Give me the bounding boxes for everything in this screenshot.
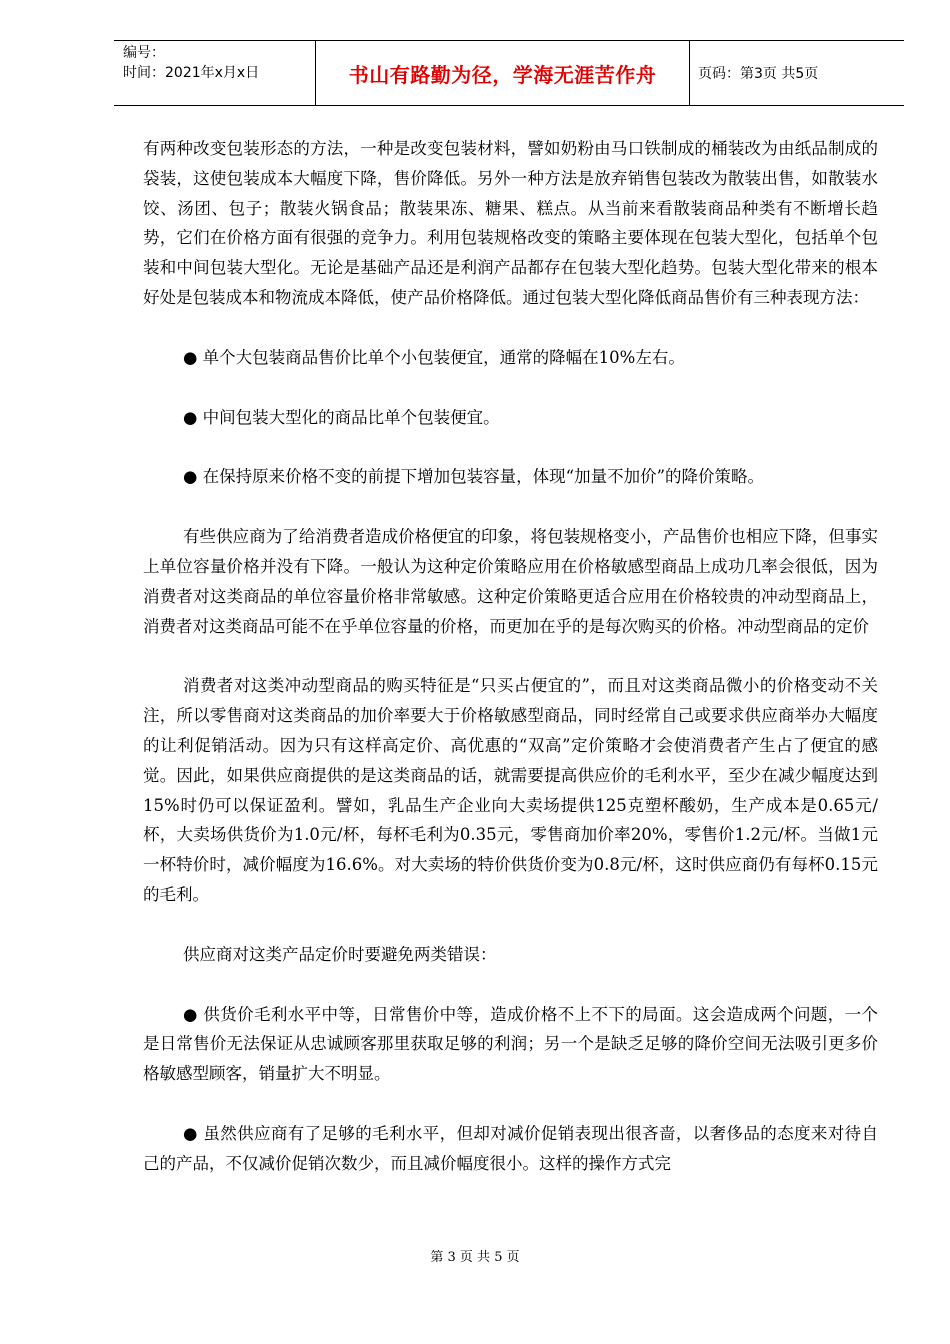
paragraph-1: 有两种改变包装形态的方法，一种是改变包装材料，譬如奶粉由马口铁制成的桶装改为由纸品制成的袋装，这使包装成本大幅度下降，售价降低。另外一种方法是放弃销售包装改为散装出售，如散装水饺、汤团、包子；散装火锅食品；散装果冻、糖果、糕点。从当前来看散装商品种类有不断增长趋势，它们在价格方面有很强的竞争力。利用包装规格改变的策略主要体现在包装大型化，包括单个包装和中间包装大型化。无论是基础产品还是利润产品都存在包装大型化趋势。包装大型化带来的根本好处是包装成本和物流成本降低，使产品价格降低。通过包装大型化降低商品售价有三种表现方法： (143, 139, 878, 307)
header-time-label: 时间：2021年x月x日 (123, 65, 260, 81)
paragraph-6: ● 虽然供应商有了足够的毛利水平，但却对减价促销表现出很吝啬，以奢侈品的态度来对待自己的产品，不仅减价促销次数少，而且减价幅度很小。这样的操作方式完 (143, 1123, 878, 1173)
page-footer: 第 3 页 共 5 页 (430, 1250, 520, 1265)
paragraph-2: 有些供应商为了给消费者造成价格便宜的印象，将包装规格变小，产品售价也相应下降，但事实上单位容量价格并没有下降。一般认为这种定价策略应用在价格敏感型商品上成功几率会很低，因为消费者对这类商品的单位容量价格非常敏感。这种定价策略更适合应用在价格较贵的冲动型商品上，消费者对这类商品可能不在乎单位容量的价格，而更加在乎的是每次购买的价格。冲动型商品的定价 (143, 527, 878, 636)
paragraph-5: ● 供货价毛利水平中等，日常售价中等，造成价格不上不下的局面。这会造成两个问题，一个是日常售价无法保证从忠诚顾客那里获取足够的利润；另一个是缺乏足够的降价空间无法吸引更多价格敏感型顾客，销量扩大不明显。 (143, 1004, 878, 1084)
document-body (143, 134, 878, 1179)
bullet-item-1: ● 单个大包装商品售价比单个小包装便宜，通常的降幅在10%左右。 (183, 347, 685, 367)
page-header (114, 40, 904, 106)
header-page-label: 页码：第3页 共5页 (698, 66, 819, 82)
header-motto: 书山有路勤为径，学海无涯苦作舟 (316, 41, 690, 105)
bullet-item-3: ● 在保持原来价格不变的前提下增加包装容量，体现“加量不加价”的降价策略。 (183, 467, 765, 487)
header-meta (114, 41, 316, 105)
bullet-item-2: ● 中间包装大型化的商品比单个包装便宜。 (183, 407, 500, 427)
header-number-label: 编号： (123, 45, 165, 61)
paragraph-4: 供应商对这类产品定价时要避免两类错误： (183, 944, 497, 964)
paragraph-3: 消费者对这类冲动型商品的购买特征是“只买占便宜的”，而且对这类商品微小的价格变动不关注，所以零售商对这类商品的加价率要大于价格敏感型商品，同时经常自己或要求供应商举办大幅度的让利促销活动。因为只有这样高定价、高优惠的“双高”定价策略才会使消费者产生占了便宜的感觉。因此，如果供应商提供的是这类商品的话，就需要提高供应价的毛利水平，至少在减少幅度达到15%时仍可以保证盈利。譬如，乳品生产企业向大卖场提供125克塑杯酸奶，生产成本是0.65元/杯，大卖场供货价为1.0元/杯，每杯毛利为0.35元，零售商加价率20%，零售价1.2元/杯。当做1元一杯特价时，减价幅度为16.6%。对大卖场的特价供货价变为0.8元/杯，这时供应商仍有每杯0.15元的毛利。 (143, 676, 878, 904)
